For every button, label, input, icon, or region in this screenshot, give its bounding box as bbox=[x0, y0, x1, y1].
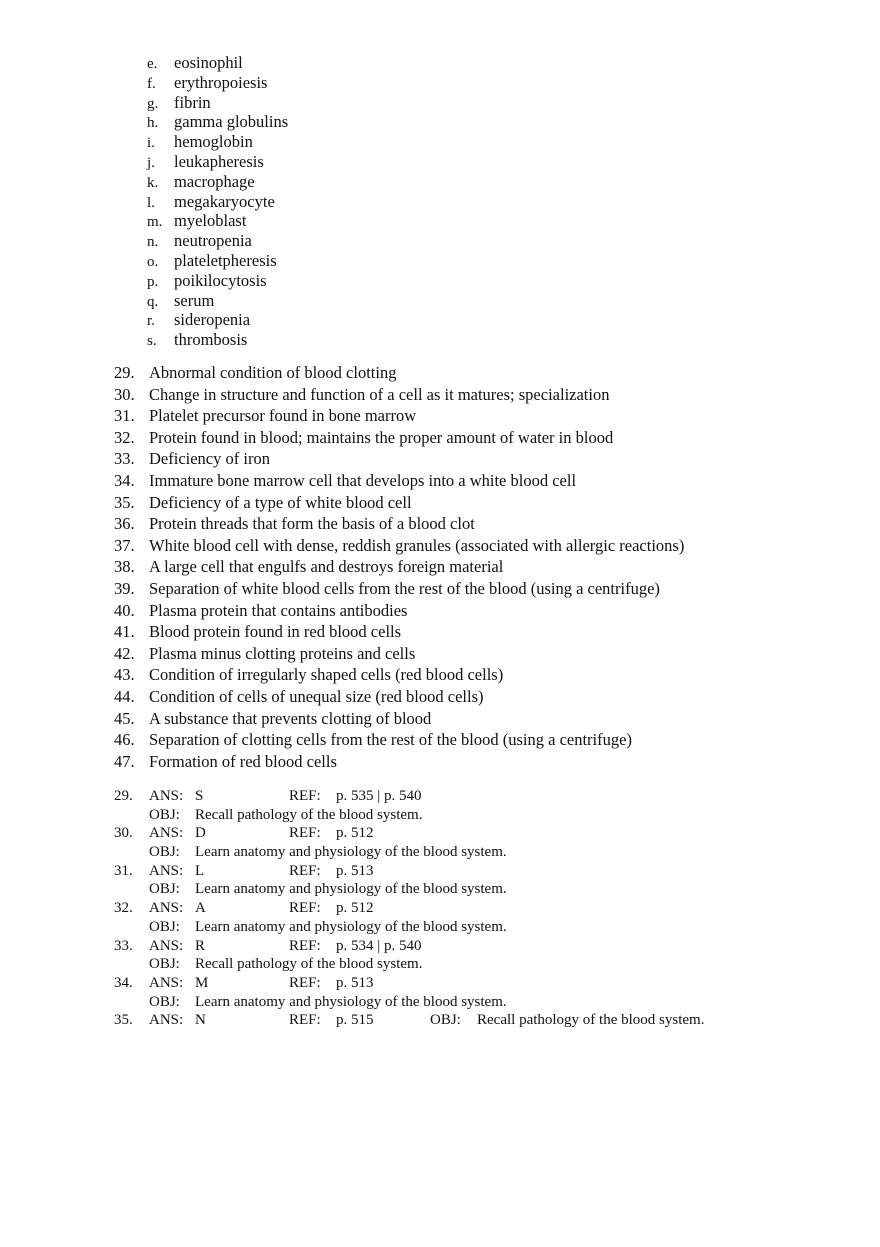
question-number: 33. bbox=[114, 449, 135, 469]
question-item bbox=[114, 556, 684, 578]
choice-item bbox=[147, 132, 288, 152]
question-number: 36. bbox=[114, 514, 135, 534]
question-item bbox=[114, 470, 684, 492]
question-item bbox=[114, 600, 684, 622]
question-number: 37. bbox=[114, 535, 135, 555]
choice-letter: i. bbox=[147, 135, 155, 152]
answer-value: M bbox=[195, 974, 209, 991]
question-text: Separation of white blood cells from the rest of the blood (using a centrifuge) bbox=[149, 578, 660, 598]
question-item bbox=[114, 427, 684, 449]
choice-letter: r. bbox=[147, 313, 155, 330]
ans-label: ANS: bbox=[149, 788, 184, 804]
choice-letter: g. bbox=[147, 95, 159, 112]
question-text: Plasma protein that contains antibodies bbox=[149, 600, 408, 620]
obj-value: Recall pathology of the blood system. bbox=[477, 1012, 705, 1029]
question-list bbox=[114, 362, 684, 772]
choice-term: gamma globulins bbox=[174, 112, 289, 132]
question-text: Protein threads that form the basis of a blood clot bbox=[149, 514, 475, 534]
obj-value: Learn anatomy and physiology of the blood system. bbox=[195, 918, 507, 935]
question-text: A substance that prevents clotting of blood bbox=[149, 708, 432, 728]
choice-term: erythropoiesis bbox=[174, 72, 268, 92]
question-text: Blood protein found in red blood cells bbox=[149, 622, 402, 642]
choice-term: fibrin bbox=[174, 92, 211, 112]
answer-number: 29. bbox=[114, 788, 133, 804]
ans-label: ANS: bbox=[149, 974, 184, 991]
question-item bbox=[114, 384, 684, 406]
answer-value: N bbox=[195, 1012, 206, 1029]
ref-value: p. 515 bbox=[336, 1012, 374, 1029]
ref-label: REF: bbox=[289, 825, 321, 842]
obj-label: OBJ: bbox=[149, 956, 180, 973]
ref-label: REF: bbox=[289, 937, 321, 954]
obj-value: Learn anatomy and physiology of the blood system. bbox=[195, 844, 507, 861]
ref-value: p. 513 bbox=[336, 974, 374, 991]
answer-value: R bbox=[195, 937, 206, 954]
ref-label: REF: bbox=[289, 862, 321, 879]
obj-label: OBJ: bbox=[149, 881, 180, 898]
question-item bbox=[114, 664, 684, 686]
ref-label: REF: bbox=[289, 1012, 321, 1029]
choice-term: sideropenia bbox=[174, 310, 251, 330]
choice-item bbox=[147, 291, 288, 311]
answer-number: 32. bbox=[114, 900, 133, 917]
answer-value: S bbox=[195, 788, 204, 804]
question-item bbox=[114, 643, 684, 665]
answer-value: L bbox=[195, 862, 205, 879]
question-item bbox=[114, 686, 684, 708]
answer-number: 30. bbox=[114, 825, 133, 842]
ref-label: REF: bbox=[289, 974, 321, 991]
question-text: Formation of red blood cells bbox=[149, 751, 337, 771]
question-item bbox=[114, 405, 684, 427]
question-number: 42. bbox=[114, 643, 135, 663]
question-text: Deficiency of iron bbox=[149, 449, 270, 469]
choice-letter: f. bbox=[147, 75, 156, 92]
question-item bbox=[114, 578, 684, 600]
question-text: Change in structure and function of a cell as it matures; specialization bbox=[149, 384, 610, 404]
question-number: 32. bbox=[114, 427, 135, 447]
ans-label: ANS: bbox=[149, 900, 184, 917]
question-text: Condition of cells of unequal size (red blood cells) bbox=[149, 686, 484, 706]
ans-label: ANS: bbox=[149, 937, 184, 954]
choice-term: serum bbox=[174, 290, 215, 310]
choice-item bbox=[147, 53, 288, 73]
choice-term: hemoglobin bbox=[174, 132, 253, 152]
choice-term: eosinophil bbox=[174, 53, 243, 72]
question-number: 40. bbox=[114, 600, 135, 620]
choice-letter: o. bbox=[147, 253, 159, 270]
obj-value: Recall pathology of the blood system. bbox=[195, 956, 423, 973]
question-text: Abnormal condition of blood clotting bbox=[149, 363, 397, 382]
answer-value: A bbox=[195, 900, 206, 917]
question-number: 41. bbox=[114, 622, 135, 642]
ref-value: p. 512 bbox=[336, 825, 374, 842]
question-text: White blood cell with dense, reddish granules (associated with allergic reactions) bbox=[149, 535, 685, 555]
obj-label: OBJ: bbox=[430, 1012, 461, 1029]
question-text: A large cell that engulfs and destroys foreign material bbox=[149, 557, 504, 577]
term-choice-list bbox=[147, 53, 288, 350]
answer-value: D bbox=[195, 825, 206, 842]
ans-label: ANS: bbox=[149, 862, 184, 879]
choice-term: megakaryocyte bbox=[174, 191, 275, 211]
ref-label: REF: bbox=[289, 788, 321, 804]
choice-item bbox=[147, 93, 288, 113]
obj-label: OBJ: bbox=[149, 806, 180, 823]
question-number: 43. bbox=[114, 665, 135, 685]
question-number: 45. bbox=[114, 708, 135, 728]
question-item bbox=[114, 362, 684, 384]
answer-number: 33. bbox=[114, 937, 133, 954]
answer-number: 31. bbox=[114, 862, 133, 879]
ref-label: REF: bbox=[289, 900, 321, 917]
question-item bbox=[114, 729, 684, 751]
choice-term: thrombosis bbox=[174, 330, 248, 350]
question-number: 47. bbox=[114, 751, 135, 771]
question-item bbox=[114, 535, 684, 557]
choice-letter: q. bbox=[147, 293, 159, 310]
question-text: Protein found in blood; maintains the proper amount of water in blood bbox=[149, 427, 614, 447]
question-item bbox=[114, 492, 684, 514]
question-number: 29. bbox=[114, 363, 135, 382]
question-item bbox=[114, 708, 684, 730]
question-number: 31. bbox=[114, 406, 135, 426]
choice-letter: l. bbox=[147, 194, 155, 211]
choice-letter: e. bbox=[147, 56, 158, 72]
choice-term: myeloblast bbox=[174, 211, 247, 231]
answer-number: 35. bbox=[114, 1012, 133, 1029]
choice-item bbox=[147, 152, 288, 172]
choice-letter: p. bbox=[147, 273, 159, 290]
question-item bbox=[114, 448, 684, 470]
choice-item bbox=[147, 330, 288, 350]
obj-label: OBJ: bbox=[149, 993, 180, 1010]
choice-item bbox=[147, 192, 288, 212]
choice-term: macrophage bbox=[174, 171, 255, 191]
choice-item bbox=[147, 112, 288, 132]
ref-value: p. 535 | p. 540 bbox=[336, 788, 422, 804]
choice-item bbox=[147, 172, 288, 192]
choice-letter: s. bbox=[147, 333, 157, 350]
question-number: 34. bbox=[114, 470, 135, 490]
choice-letter: m. bbox=[147, 214, 163, 231]
answer-number: 34. bbox=[114, 974, 133, 991]
question-text: Condition of irregularly shaped cells (red blood cells) bbox=[149, 665, 504, 685]
ref-value: p. 512 bbox=[336, 900, 374, 917]
ref-value: p. 534 | p. 540 bbox=[336, 937, 422, 954]
question-text: Immature bone marrow cell that develops into a white blood cell bbox=[149, 470, 577, 490]
choice-term: plateletpheresis bbox=[174, 250, 277, 270]
question-text: Deficiency of a type of white blood cell bbox=[149, 492, 412, 512]
question-text: Plasma minus clotting proteins and cells bbox=[149, 643, 416, 663]
choice-item bbox=[147, 231, 288, 251]
choice-term: poikilocytosis bbox=[174, 270, 267, 290]
question-item bbox=[114, 751, 684, 773]
question-number: 35. bbox=[114, 492, 135, 512]
question-number: 30. bbox=[114, 384, 135, 404]
question-number: 38. bbox=[114, 557, 135, 577]
question-item bbox=[114, 513, 684, 535]
choice-item bbox=[147, 211, 288, 231]
choice-item bbox=[147, 310, 288, 330]
question-item bbox=[114, 621, 684, 643]
choice-term: neutropenia bbox=[174, 231, 252, 251]
choice-letter: j. bbox=[147, 154, 155, 171]
obj-value: Learn anatomy and physiology of the blood system. bbox=[195, 993, 507, 1010]
choice-item bbox=[147, 271, 288, 291]
choice-letter: h. bbox=[147, 115, 159, 132]
question-number: 39. bbox=[114, 578, 135, 598]
ref-value: p. 513 bbox=[336, 862, 374, 879]
obj-label: OBJ: bbox=[149, 918, 180, 935]
choice-item bbox=[147, 73, 288, 93]
question-number: 44. bbox=[114, 686, 135, 706]
obj-label: OBJ: bbox=[149, 844, 180, 861]
ans-label: ANS: bbox=[149, 825, 184, 842]
ans-label: ANS: bbox=[149, 1012, 184, 1029]
question-text: Separation of clotting cells from the rest of the blood (using a centrifuge) bbox=[149, 730, 632, 750]
obj-value: Recall pathology of the blood system. bbox=[195, 806, 423, 823]
choice-term: leukapheresis bbox=[174, 151, 264, 171]
choice-item bbox=[147, 251, 288, 271]
question-number: 46. bbox=[114, 730, 135, 750]
question-text: Platelet precursor found in bone marrow bbox=[149, 406, 417, 426]
choice-letter: k. bbox=[147, 174, 159, 191]
choice-letter: n. bbox=[147, 234, 159, 251]
obj-value: Learn anatomy and physiology of the blood system. bbox=[195, 881, 507, 898]
